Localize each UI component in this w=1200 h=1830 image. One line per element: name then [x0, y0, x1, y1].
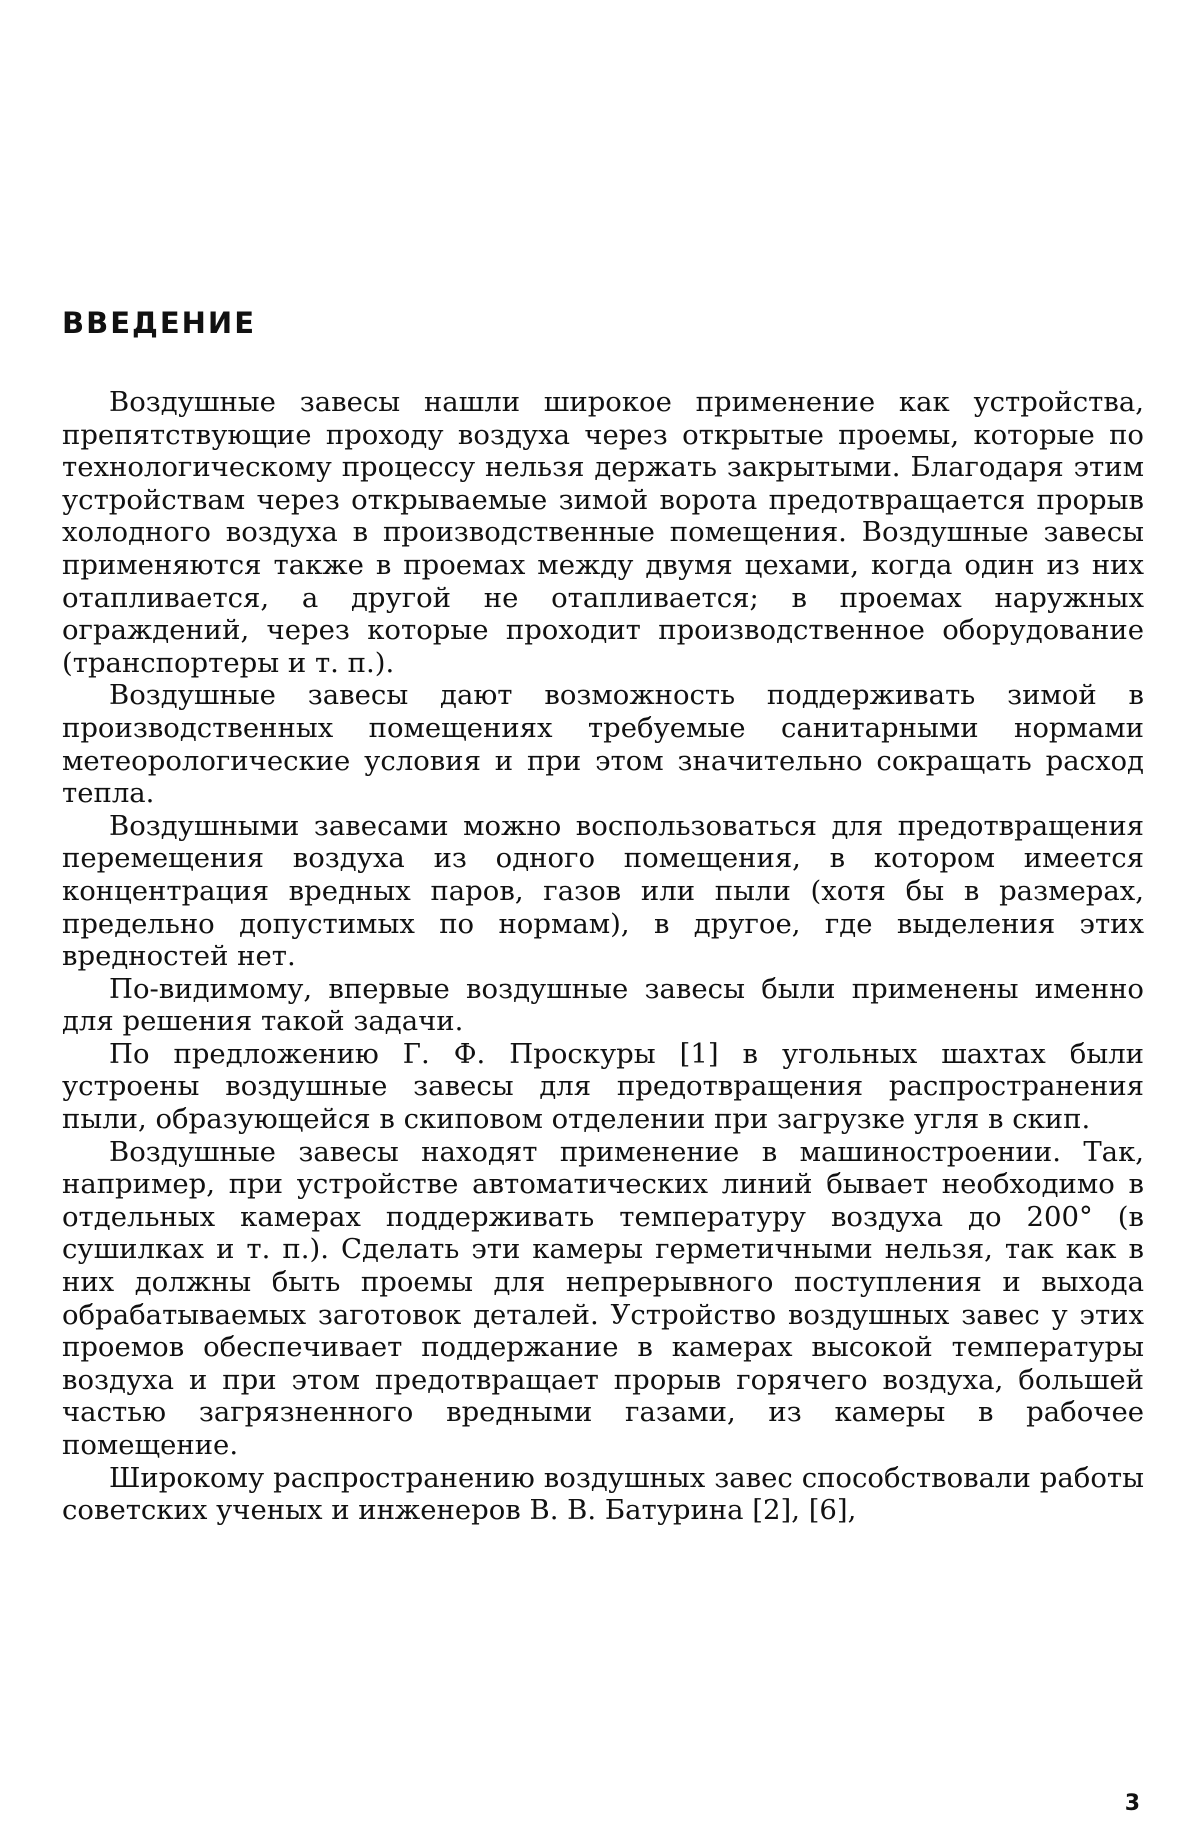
page-number: 3 — [1124, 1791, 1140, 1816]
paragraph-6: Воздушные завесы находят применение в машиностроении. Так, например, при устройстве автоматических линий бывает необходимо в отдельных камерах поддерживать температуру воздуха до 200° (в сушилках и т. п.). Сделать эти камеры герметичными нельзя, так как в них должны быть проемы для непрерывного поступления и выхода обрабатываемых заготовок деталей. Устройство воздушных завес у этих проемов обеспечивает поддержание в камерах высокой температуры воздуха и при этом предотвращает прорыв горячего воздуха, большей частью загрязненного вредными газами, из камеры в рабочее помещение. — [62, 1135, 1144, 1461]
paragraph-4: По-видимому, впервые воздушные завесы были применены именно для решения такой задачи. — [62, 972, 1144, 1038]
paragraph-3: Воздушными завесами можно воспользоваться для предотвращения перемещения воздуха из одного помещения, в котором имеется концентрация вредных паров, газов или пыли (хотя бы в размерах, предельно допустимых по нормам), в другое, где выделения этих вредностей нет. — [62, 809, 1144, 973]
body-text — [62, 386, 1144, 1527]
paragraph-5: По предложению Г. Ф. Проскуры [1] в угольных шахтах были устроены воздушные завесы для предотвращения распространения пыли, образующейся в скиповом отделении при загрузке угля в скип. — [62, 1037, 1144, 1136]
paragraph-7: Широкому распространению воздушных завес способствовали работы советских ученых и инженеров В. В. Батурина [2], [6], — [62, 1461, 1144, 1527]
paragraph-1: Воздушные завесы нашли широкое применение как устройства, препятствующие проходу воздуха через открытые проемы, которые по технологическому процессу нельзя держать закрытыми. Благодаря этим устройствам через открываемые зимой ворота предотвращается прорыв холодного воздуха в производственные помещения. Воздушные завесы применяются также в проемах между двумя цехами, когда один из них отапливается, а другой не отапливается; в проемах наружных ограждений, через которые проходит производственное оборудование (транспортеры и т. п.). — [62, 386, 1144, 679]
paragraph-2: Воздушные завесы дают возможность поддерживать зимой в производственных помещениях требуемые санитарными нормами метеорологические условия и при этом значительно сокращать расход тепла. — [62, 679, 1144, 810]
chapter-heading: ВВЕДЕНИЕ — [62, 306, 257, 340]
